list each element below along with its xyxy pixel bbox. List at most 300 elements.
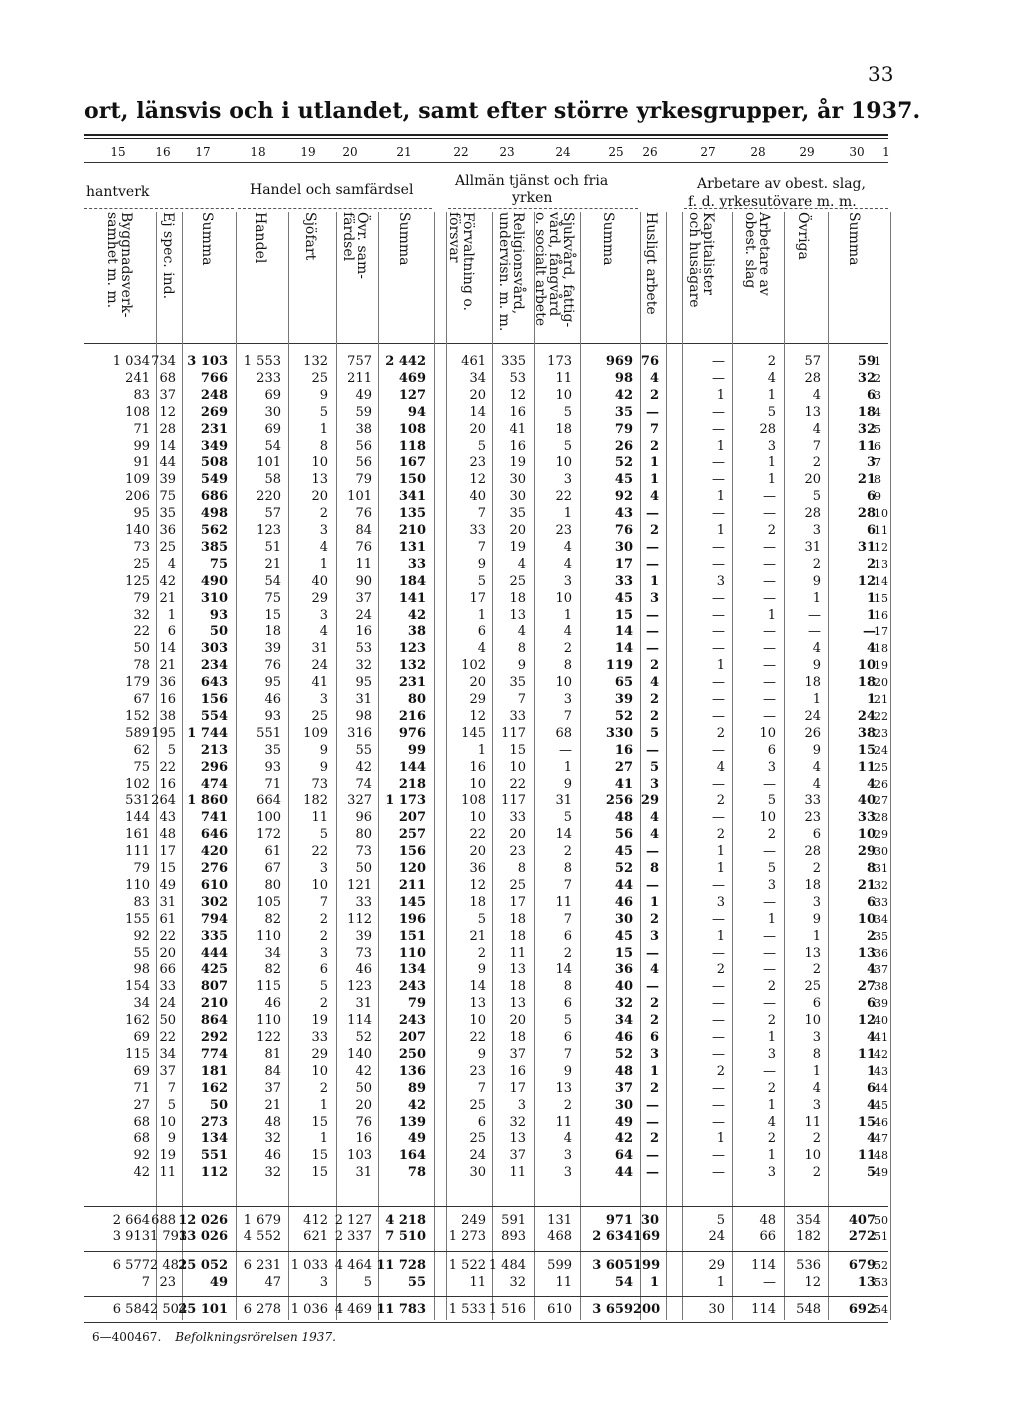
table-cell: 52 (614, 861, 633, 876)
column-header (532, 212, 576, 337)
table-cell: 498 (200, 506, 228, 522)
table-cell: 468 (547, 1229, 572, 1244)
table-cell: 50 (209, 624, 228, 640)
table-cell: 9 (812, 742, 821, 758)
table-cell: 115 (256, 979, 281, 995)
table-cell: 108 (125, 404, 150, 420)
column-number: 25 (608, 145, 624, 159)
table-cell: 11 (857, 438, 876, 454)
table-cell: 4 (866, 776, 876, 792)
table-cell: — (646, 539, 659, 555)
column-header-label: Sjukvård, fattig- vård, fångvård o. socialt arbete (532, 212, 576, 328)
table-cell: 79 (407, 996, 426, 1012)
table-cell: 55 (355, 742, 372, 758)
table-cell: — (712, 1013, 725, 1029)
table-cell: 14 (469, 979, 486, 995)
table-cell: 17 (469, 590, 486, 606)
table-cell: 249 (461, 1213, 486, 1228)
table-cell: 48 (159, 827, 176, 843)
column-header-label: Sjöfart (302, 212, 318, 261)
table-cell: 12 026 (178, 1213, 228, 1228)
table-cell: 41 (614, 776, 633, 792)
row-number: 19 (874, 659, 888, 673)
table-cell: 140 (125, 523, 150, 538)
table-cell: 10 (857, 658, 876, 674)
table-cell: 34 (159, 1046, 176, 1062)
table-cell: 76 (264, 658, 281, 674)
table-cell: 2 (866, 556, 876, 572)
table-cell: 8 (563, 979, 572, 995)
table-cell: 1 (866, 590, 876, 606)
table-cell: 136 (398, 1063, 426, 1079)
table-cell: 4 (477, 641, 486, 657)
table-cell: 10 (555, 590, 572, 606)
table-cell: 2 (767, 979, 776, 995)
table-cell: 3 (767, 438, 776, 454)
row-number: 27 (874, 794, 888, 808)
table-cell: — (712, 877, 725, 893)
column-header (579, 212, 637, 337)
table-cell: 231 (398, 675, 426, 691)
table-cell: 3 (563, 1165, 572, 1181)
column-header (639, 212, 663, 337)
table-cell: 10 (555, 455, 572, 471)
table-cell: 25 (133, 556, 150, 572)
row-number: 7 (874, 456, 881, 470)
table-cell: 10 (159, 1114, 176, 1130)
table-cell: 18 (509, 979, 526, 995)
table-cell: 71 (264, 776, 281, 792)
table-cell: 9 (812, 911, 821, 927)
table-cell: 135 (398, 506, 426, 522)
table-cell: 13 (804, 404, 821, 420)
table-cell: 8 (812, 1046, 821, 1062)
table-cell: 6 231 (243, 1258, 281, 1273)
table-cell: 210 (200, 996, 228, 1012)
table-cell: 30 (264, 404, 281, 420)
table-cell: 69 (133, 1063, 150, 1079)
column-header (734, 212, 780, 337)
row-number: 52 (874, 1259, 888, 1272)
table-cell: 28 (804, 844, 821, 860)
table-cell: 151 (398, 928, 426, 944)
table-cell: 6 (563, 996, 572, 1012)
table-cell: 5 (649, 759, 659, 775)
column-number: 1 (882, 145, 890, 159)
table-cell: 1 860 (187, 793, 228, 809)
table-cell: 30 (469, 1165, 486, 1181)
table-cell: 34 (264, 945, 281, 961)
table-cell: 109 (125, 472, 150, 488)
page-number: 33 (868, 62, 894, 86)
table-cell: — (712, 1080, 725, 1096)
table-cell: 33 (804, 793, 821, 809)
table-cell: 30 (509, 472, 526, 488)
table-cell: 35 (264, 742, 281, 758)
table-cell: 6 (812, 996, 821, 1012)
table-cell: 4 464 (334, 1258, 372, 1273)
table-cell: 621 (303, 1229, 328, 1244)
table-cell: 4 (563, 539, 572, 555)
table-cell: — (712, 641, 725, 657)
table-cell: 2 127 (334, 1213, 372, 1228)
table-cell: 1 679 (243, 1213, 281, 1228)
table-cell: 213 (200, 742, 228, 758)
table-cell: 9 (563, 1063, 572, 1079)
table-cell: 327 (347, 793, 372, 809)
table-cell: 73 (355, 945, 372, 961)
table-cell: 2 (319, 928, 328, 944)
table-cell: 96 (355, 810, 372, 826)
table-cell: 28 (804, 370, 821, 386)
table-cell: — (712, 945, 725, 961)
table-cell: 184 (398, 573, 426, 589)
header-rule (84, 343, 888, 344)
table-cell: 10 (759, 725, 776, 741)
table-cell: 757 (347, 354, 372, 369)
row-number: 33 (874, 895, 888, 909)
table-cell: 15 (311, 1148, 328, 1164)
table-cell: 46 (614, 894, 633, 910)
table-cell: 35 (509, 506, 526, 522)
table-cell: 3 659 (592, 1302, 633, 1317)
table-cell: 1 (716, 1131, 725, 1147)
column-number: 22 (453, 145, 469, 159)
table-cell: 444 (200, 945, 228, 961)
group-arbetare-line2: f. d. yrkesutövare m. m. (688, 194, 857, 210)
table-cell: 79 (355, 472, 372, 488)
table-cell: 42 (159, 573, 176, 589)
table-cell: 6 (812, 827, 821, 843)
table-cell: 8 (563, 658, 572, 674)
column-header-label: Husligt arbete (643, 212, 659, 315)
table-cell: 1 (767, 387, 776, 403)
table-cell: 1 (866, 1063, 876, 1079)
group-handel: Handel och samfärdsel (250, 182, 414, 198)
table-cell: — (712, 708, 725, 724)
column-number: 29 (799, 145, 815, 159)
table-cell: 3 (319, 861, 328, 876)
table-cell: 35 (159, 506, 176, 522)
table-cell: 27 (133, 1097, 150, 1113)
table-cell: 42 (133, 1165, 150, 1181)
table-cell: 11 (804, 1114, 821, 1130)
table-cell: 162 (200, 1080, 228, 1096)
table-cell: 2 (319, 506, 328, 522)
table-cell: 10 (555, 675, 572, 691)
table-cell: 95 (264, 675, 281, 691)
table-cell: 98 (355, 708, 372, 724)
table-cell: 57 (264, 506, 281, 522)
table-cell: 21 (159, 658, 176, 674)
table-cell: — (646, 607, 659, 623)
table-cell: 7 (319, 894, 328, 910)
table-cell: 20 (355, 1097, 372, 1113)
table-cell: — (712, 1165, 725, 1181)
row-number: 47 (874, 1132, 888, 1146)
table-cell: 38 (159, 708, 176, 724)
table-cell: 37 (509, 1046, 526, 1062)
table-cell: 591 (501, 1213, 526, 1228)
table-cell: 167 (398, 455, 426, 471)
table-cell: 9 (563, 776, 572, 792)
table-cell: 264 (151, 793, 176, 809)
table-cell: 32 (264, 1131, 281, 1147)
table-cell: — (763, 708, 776, 724)
table-cell: 256 (605, 793, 633, 809)
table-cell: 1 (716, 523, 725, 538)
table-cell: 10 (311, 1063, 328, 1079)
column-number: 20 (342, 145, 358, 159)
table-cell: 41 (509, 421, 526, 437)
table-cell: 1 (319, 421, 328, 437)
table-cell: 14 (614, 641, 633, 657)
table-cell: 66 (759, 1229, 776, 1244)
table-cell: 3 (649, 928, 659, 944)
table-cell: 78 (133, 658, 150, 674)
table-cell: 30 (614, 539, 633, 555)
table-cell: 62 (133, 742, 150, 758)
table-cell: 1 (319, 556, 328, 572)
table-cell: 1 (767, 607, 776, 623)
table-cell: 92 (614, 489, 633, 505)
table-cell: — (559, 742, 572, 758)
table-cell: 23 (469, 455, 486, 471)
table-cell: 10 (509, 759, 526, 775)
row-number: 1 (874, 355, 881, 368)
table-cell: — (712, 506, 725, 522)
table-cell: 103 (347, 1148, 372, 1164)
table-cell: 25 (159, 539, 176, 555)
table-cell: 98 (614, 370, 633, 386)
table-cell: 110 (398, 945, 426, 961)
table-cell: 29 (311, 1046, 328, 1062)
table-cell: 11 (857, 1046, 876, 1062)
table-cell: 6 (866, 489, 876, 505)
table-cell: 54 (264, 438, 281, 454)
table-cell: 31 (555, 793, 572, 809)
table-cell: 18 (804, 877, 821, 893)
table-cell: 1 553 (243, 354, 281, 369)
table-cell: 5 (363, 1275, 372, 1290)
table-cell: 50 (159, 1013, 176, 1029)
table-cell: — (763, 776, 776, 792)
table-cell: 4 (649, 370, 659, 386)
table-cell: 54 (264, 573, 281, 589)
group-rule-handel (238, 208, 432, 209)
table-cell: 273 (200, 1114, 228, 1130)
row-number: 48 (874, 1149, 888, 1163)
table-cell: — (712, 370, 725, 386)
table-cell: 1 744 (187, 725, 228, 741)
table-cell: 8 (563, 861, 572, 876)
table-cell: 110 (256, 1013, 281, 1029)
table-cell: 1 793 (150, 1229, 188, 1244)
table-cell: 36 (469, 861, 486, 876)
table-cell: 17 (509, 894, 526, 910)
table-cell: 156 (200, 692, 228, 707)
table-cell: 144 (398, 759, 426, 775)
table-cell: 3 (767, 877, 776, 893)
table-cell: 57 (804, 354, 821, 369)
table-cell: 686 (200, 489, 228, 505)
table-cell: — (646, 556, 659, 572)
table-cell: 257 (398, 827, 426, 843)
table-cell: 37 (264, 1080, 281, 1096)
table-cell: 1 (812, 590, 821, 606)
table-cell: 69 (264, 387, 281, 403)
table-cell: 16 (509, 404, 526, 420)
table-cell: 36 (614, 962, 633, 978)
row-number: 21 (874, 693, 888, 706)
table-cell: 50 (355, 861, 372, 876)
table-cell: 105 (256, 894, 281, 910)
table-cell: 12 (469, 877, 486, 893)
table-cell: 4 (517, 556, 526, 572)
table-cell: 11 (857, 1148, 876, 1164)
table-cell: 69 (264, 421, 281, 437)
table-cell: 13 (555, 1080, 572, 1096)
table-cell: 10 (804, 1013, 821, 1029)
table-cell: 36 (159, 675, 176, 691)
row-number: 49 (874, 1166, 888, 1180)
table-cell: 101 (347, 489, 372, 505)
table-cell: 110 (256, 928, 281, 944)
table-cell: — (712, 1030, 725, 1045)
table-cell: 5 (716, 1213, 725, 1228)
column-header (288, 212, 332, 337)
table-cell: 48 (759, 1213, 776, 1228)
table-cell: 211 (398, 877, 426, 893)
table-cell: 164 (398, 1148, 426, 1164)
table-cell: — (763, 1063, 776, 1079)
row-number: 6 (874, 439, 881, 453)
column-header-label: Kapitalister och husägare (686, 212, 716, 308)
table-cell: 2 (649, 692, 659, 707)
table-cell: — (763, 962, 776, 978)
table-cell: 5 (649, 725, 659, 741)
table-cell: 64 (614, 1148, 633, 1164)
table-cell: 44 (614, 877, 633, 893)
table-cell: 15 (857, 1114, 876, 1130)
table-cell: — (763, 489, 776, 505)
table-cell: 12 (509, 387, 526, 403)
table-cell: 132 (398, 658, 426, 674)
table-cell: 82 (264, 911, 281, 927)
row-separator (84, 1296, 888, 1297)
table-cell: 4 (563, 1131, 572, 1147)
table-cell: — (712, 742, 725, 758)
table-cell: 14 (555, 827, 572, 843)
table-cell: 310 (200, 590, 228, 606)
table-cell: 134 (200, 1131, 228, 1147)
table-cell: 109 (303, 725, 328, 741)
table-cell: 58 (264, 472, 281, 488)
table-cell: 80 (355, 827, 372, 843)
column-number: 15 (110, 145, 126, 159)
table-cell: 76 (640, 354, 659, 369)
row-number: 37 (874, 963, 888, 977)
table-cell: 425 (200, 962, 228, 978)
table-cell: 35 (614, 404, 633, 420)
table-cell: 18 (857, 675, 876, 691)
table-cell: 6 (767, 742, 776, 758)
table-cell: 117 (501, 725, 526, 741)
table-cell: 1 173 (385, 793, 426, 809)
table-cell: 73 (355, 844, 372, 860)
table-cell: 3 (716, 894, 725, 910)
table-cell: 10 (469, 810, 486, 826)
page-title: ort, länsvis och i utlandet, samt efter större yrkesgrupper, år 1937. (84, 98, 921, 124)
table-cell: 9 (319, 759, 328, 775)
column-number: 23 (499, 145, 515, 159)
table-cell: 4 (649, 962, 659, 978)
table-cell: 3 (319, 607, 328, 623)
row-number: 31 (874, 862, 888, 875)
table-cell: 195 (151, 725, 176, 741)
table-cell: 92 (133, 1148, 150, 1164)
table-cell: 61 (159, 911, 176, 927)
group-hantverk: hantverk (86, 184, 150, 200)
table-cell: 20 (469, 675, 486, 691)
table-cell: — (712, 979, 725, 995)
table-cell: 75 (264, 590, 281, 606)
column-header-label: Religionsvård, undervisn. m. m. (496, 212, 526, 332)
table-cell: 14 (469, 404, 486, 420)
table-cell: — (712, 1114, 725, 1130)
table-cell: 4 (649, 675, 659, 691)
table-cell: 1 (319, 1131, 328, 1147)
table-cell: 31 (355, 692, 372, 707)
table-cell: 93 (264, 759, 281, 775)
row-number: 4 (874, 405, 881, 419)
table-cell: 12 (804, 1275, 821, 1290)
table-cell: 40 (857, 793, 876, 809)
table-cell: 20 (469, 421, 486, 437)
table-cell: 4 469 (334, 1302, 372, 1317)
table-cell: 13 (469, 996, 486, 1012)
table-cell: 269 (200, 404, 228, 420)
table-cell: 2 (649, 1131, 659, 1147)
table-cell: 46 (264, 996, 281, 1012)
table-cell: 29 (311, 590, 328, 606)
table-cell: 11 (555, 1275, 572, 1290)
table-cell: 10 (857, 827, 876, 843)
table-cell: 6 (866, 387, 876, 403)
table-cell: — (712, 421, 725, 437)
table-cell: 207 (398, 1030, 426, 1045)
table-cell: 3 (319, 1275, 328, 1290)
table-cell: 12 (159, 404, 176, 420)
table-cell: 145 (461, 725, 486, 741)
table-cell: 4 (649, 810, 659, 826)
table-cell: 13 (509, 962, 526, 978)
table-cell: 2 (649, 387, 659, 403)
table-cell: 20 (159, 945, 176, 961)
table-cell: 61 (264, 844, 281, 860)
table-cell: 25 (469, 1131, 486, 1147)
table-cell: 4 (319, 624, 328, 640)
group-rule-allman (448, 208, 638, 209)
table-cell: 11 (555, 1114, 572, 1130)
column-number: 21 (396, 145, 412, 159)
table-cell: — (763, 556, 776, 572)
table-cell: 75 (159, 489, 176, 505)
table-cell: 469 (398, 370, 426, 386)
table-cell: 42 (355, 1063, 372, 1079)
table-cell: 39 (355, 928, 372, 944)
table-cell: — (646, 506, 659, 522)
